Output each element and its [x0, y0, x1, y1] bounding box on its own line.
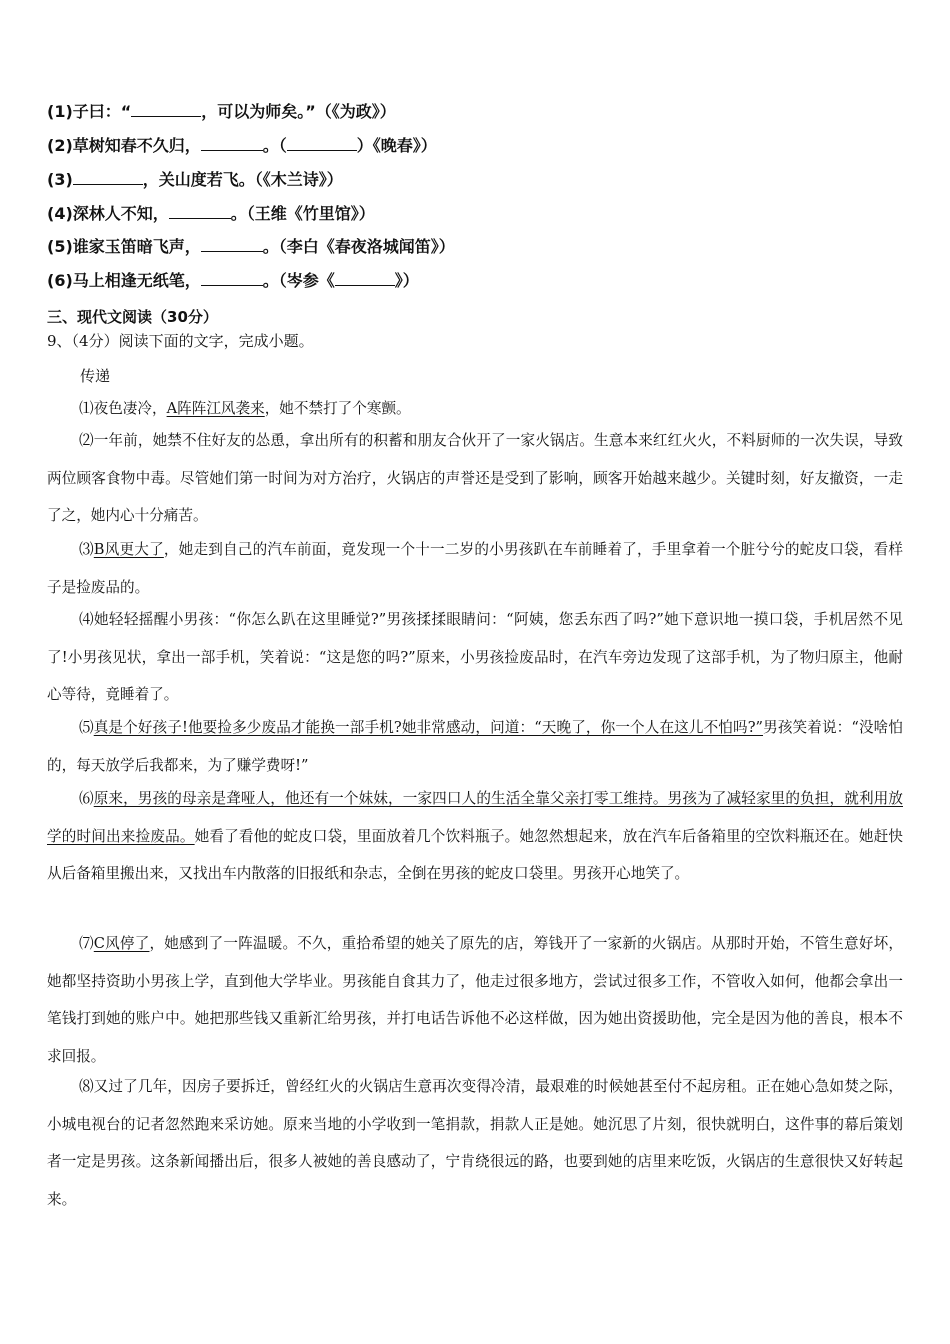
paragraph-number: ⑺: [79, 935, 94, 952]
answer-blank: [169, 204, 231, 219]
paragraph-number: ⑴: [79, 400, 94, 417]
blank-suffix: 。（李白《春夜洛城闻笛》）: [262, 237, 455, 256]
paragraph-text: ，她不禁打了个寒颤。: [264, 400, 411, 417]
fill-blank-5: [47, 237, 455, 257]
fill-blank-1: [47, 102, 396, 122]
paragraph-number: ⑹: [79, 790, 94, 807]
paragraph-4: [47, 601, 903, 714]
paragraph-text: ，她感到了一阵温暖。不久，重拾希望的她关了原先的店，筹钱开了一家新的火锅店。从那时开始，不管生意好坏，她都坚持资助小男孩上学，直到他大学毕业。男孩能自食其力了，他走过很多地方，尝试过很多工作，不管收入如何，他都会拿出一笔钱打到她的账户中。她把那些钱又重新汇给男孩，并打电话告诉他不必这样做，因为她出资援助他，完全是因为他的善良，根本不求回报。: [47, 935, 903, 1065]
blank-prefix: (6)马上相逢无纸笔，: [47, 271, 201, 290]
paragraph-number: ⑻: [79, 1078, 94, 1095]
section-title: 三、现代文阅读（30分）: [47, 308, 218, 326]
paragraph-number: ⑷: [79, 611, 94, 628]
answer-blank: [201, 136, 263, 151]
blank-prefix: (4)深林人不知，: [47, 204, 169, 223]
paragraph-6: [47, 780, 903, 893]
paragraph-5: [47, 709, 903, 784]
blank-suffix: 。（: [262, 136, 287, 155]
paragraph-3: [47, 531, 903, 606]
paragraph-number: ⑶: [79, 541, 94, 558]
fill-blank-6: [47, 271, 419, 291]
author-blank: [287, 136, 357, 151]
blank-prefix: (2)草树知春不久归，: [47, 136, 201, 155]
paragraph-text: 男孩笑着说：“没啥怕的，每天放学后我都来，为了赚学费呀!”: [47, 719, 903, 774]
fill-blank-3: [47, 170, 343, 190]
blank-suffix: ，可以为师矣。”（《为政》）: [201, 102, 396, 121]
underlined-phrase-c: C风停了: [93, 935, 150, 952]
underlined-sentence: 真是个好孩子!他要捡多少废品才能换一部手机?她非常感动，问道：“天晚了，你一个人在这儿不怕吗?”: [93, 719, 764, 736]
blank-suffix: 。（岑参《: [262, 271, 335, 290]
blank-source: ）《晚春》）: [356, 136, 437, 155]
answer-blank: [201, 237, 263, 252]
fill-blank-4: [47, 204, 375, 224]
blank-prefix: (3): [47, 170, 73, 189]
underlined-sentence: 原来，男孩的母亲是聋哑人，他还有一个妹妹，一家四口人的生活全靠父亲打零工维持。男孩为了减轻家里的负担，就利用放学的时间出来捡废品。: [47, 790, 903, 845]
paragraph-number: ⑸: [79, 719, 94, 736]
answer-blank: [73, 170, 143, 185]
blank-prefix: (5)谁家玉笛暗飞声，: [47, 237, 201, 256]
article-title: 传递: [80, 367, 111, 385]
paragraph-text: 又过了几年，因房子要拆迁，曾经红火的火锅店生意再次变得冷清，最艰难的时候她甚至付不起房租。正在她心急如焚之际，小城电视台的记者忽然跑来采访她。原来当地的小学收到一笔捐款，捐款人正是她。她沉思了片刻，很快就明白，这件事的幕后策划者一定是男孩。这条新闻播出后，很多人被她的善良感动了，宁肯绕很远的路，也要到她的店里来吃饭，火锅店的生意很快又好转起来。: [47, 1078, 903, 1208]
underlined-phrase-a: A阵阵江风袭来: [166, 400, 265, 417]
paragraph-7: [47, 925, 903, 1075]
title-blank: [335, 271, 395, 286]
paragraph-text: 一年前，她禁不住好友的怂恿，拿出所有的积蓄和朋友合伙开了一家火锅店。生意本来红红火火，不料厨师的一次失误，导致两位顾客食物中毒。尽管她们第一时间为对方治疗，火锅店的声誉还是受到了影响，顾客开始越来越少。关键时刻，好友撤资，一走了之，她内心十分痛苦。: [47, 432, 903, 524]
paragraph-text: 夜色凄冷，: [93, 400, 167, 417]
paragraph-text: 她轻轻摇醒小男孩：“你怎么趴在这里睡觉?”男孩揉揉眼睛问：“阿姨，您丢东西了吗?”她下意识地一摸口袋，手机居然不见了!小男孩见状，拿出一部手机，笑着说：“这是您的吗?”原来，小男孩捡废品时，在汽车旁边发现了这部手机，为了物归原主，他耐心等待，竟睡着了。: [47, 611, 903, 703]
paragraph-number: ⑵: [79, 432, 94, 449]
question-header: 9、（4分）阅读下面的文字，完成小题。: [47, 332, 314, 350]
blank-suffix: ，关山度若飞。（《木兰诗》）: [142, 170, 343, 189]
paragraph-text: 她看了看他的蛇皮口袋，里面放着几个饮料瓶子。她忽然想起来，放在汽车后备箱里的空饮料瓶还在。她赶快从后备箱里搬出来，又找出车内散落的旧报纸和杂志，全倒在男孩的蛇皮口袋里。男孩开心地笑了。: [47, 827, 903, 882]
answer-blank: [201, 271, 263, 286]
paragraph-2: [47, 422, 903, 535]
underlined-phrase-b: B风更大了: [93, 541, 164, 558]
paragraph-text: ，她走到自己的汽车前面，竟发现一个十一二岁的小男孩趴在车前睡着了，手里拿着一个脏兮兮的蛇皮口袋，看样子是捡废品的。: [47, 541, 903, 596]
blank-prefix: (1)子曰：“: [47, 102, 132, 121]
fill-blank-2: [47, 136, 437, 156]
blank-suffix: 。（王维《竹里馆》）: [230, 204, 375, 223]
blank-source: 》）: [394, 271, 419, 290]
answer-blank: [131, 102, 201, 117]
paragraph-8: [47, 1068, 903, 1218]
